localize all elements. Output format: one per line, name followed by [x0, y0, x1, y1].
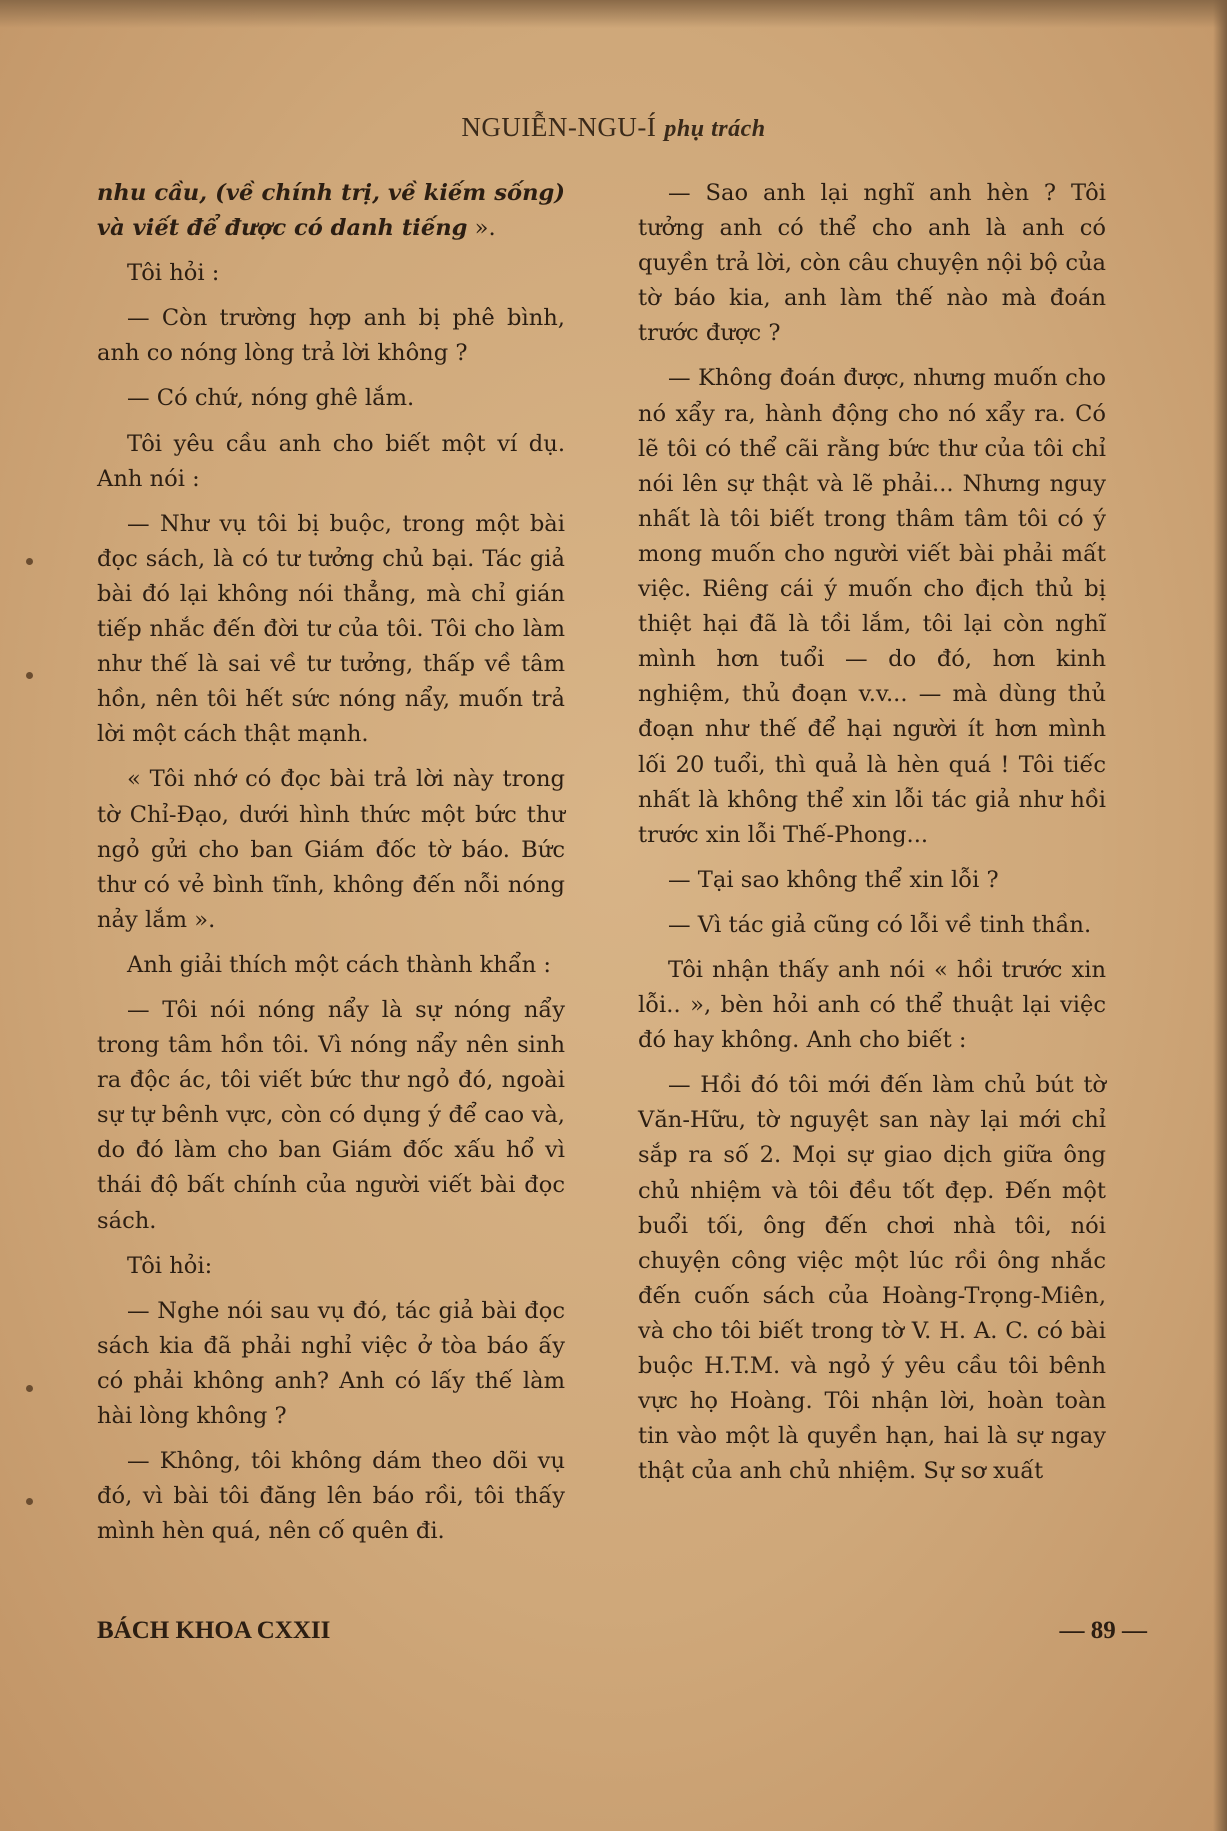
paragraph: — Hồi đó tôi mới đến làm chủ bút tờ Văn-Hữu, tờ nguyệt san này lại mới chỉ sắp ra số 2. Mọi sự giao dịch giữa ông chủ nhiệm và tôi đều tốt đẹp. Đến một buổi tối, ông đến chơi nhà tôi, nói chuyện công việc một lúc rồi ông nhắc đến cuốn sách của Hoàng-Trọng-Miên, và cho tôi biết trong tờ V. H. A. C. có bài buộc H.T.M. và ngỏ ý yêu cầu tôi bênh vực họ Hoàng. Tôi nhận lời, hoàn toàn tin vào một là quyền hạn, hai là sự ngay thật của anh chủ nhiệm. Sự sơ xuất — [638, 1072, 1106, 1485]
paragraph: — Vì tác giả cũng có lỗi về tinh thần. — [668, 911, 1092, 938]
paragraph: Tôi yêu cầu anh cho biết một ví dụ. Anh nói : — [97, 430, 565, 492]
binding-hole — [26, 1498, 33, 1505]
paragraph: « Tôi nhớ có đọc bài trả lời này trong tờ Chỉ-Đạo, dưới hình thức một bức thư ngỏ gửi cho ban Giám đốc tờ báo. Bức thư có vẻ bình tĩnh, không đến nỗi nóng nảy lắm ». — [97, 766, 565, 933]
publication-name: BÁCH KHOA CXXII — [97, 1617, 331, 1644]
paragraph: — Tại sao không thể xin lỗi ? — [668, 866, 999, 893]
binding-hole — [26, 672, 33, 679]
column-title: NGUIỄN-NGU-Í — [461, 112, 657, 142]
column-subtitle: phụ trách — [664, 116, 766, 142]
page-shadow-top — [0, 0, 1227, 28]
page-number: — 89 — — [1059, 1617, 1147, 1644]
running-header — [0, 112, 1227, 143]
paragraph: — Nghe nói sau vụ đó, tác giả bài đọc sách kia đã phải nghỉ việc ở tòa báo ấy có phải không anh? Anh có lấy thế làm hài lòng không ? — [97, 1297, 565, 1429]
paragraph: Tôi hỏi : — [127, 260, 220, 287]
paragraph: — Không đoán được, nhưng muốn cho nó xẩy ra, hành động cho nó xẩy ra. Có lẽ tôi có thể cãi rằng bức thư của tôi chỉ nói lên sự thật và lẽ phải... Nhưng nguy nhất là tôi biết trong thâm tâm tôi có ý mong muốn cho người viết bài phải mất việc. Riêng cái ý muốn cho địch thủ bị thiệt hại đã là tồi lắm, tôi lại còn nghĩ mình hơn tuổi — do đó, hơn kinh nghiệm, thủ đoạn v.v... — mà dùng thủ đoạn như thế để hại người ít hơn mình lối 20 tuổi, thì quả là hèn quá ! Tôi tiếc nhất là không thể xin lỗi tác giả như hồi trước xin lỗi Thế-Phong... — [638, 365, 1106, 848]
paragraph: — Còn trường hợp anh bị phê bình, anh co nóng lòng trả lời không ? — [97, 305, 565, 367]
paragraph: Anh giải thích một cách thành khẩn : — [127, 951, 552, 978]
paragraph — [97, 176, 565, 246]
paragraph: — Tôi nói nóng nẩy là sự nóng nẩy trong tâm hồn tôi. Vì nóng nẩy nên sinh ra độc ác, tôi viết bức thư ngỏ đó, ngoài sự tự bênh vực, còn có dụng ý để cao và, do đó làm cho ban Giám đốc xấu hổ vì thái độ bất chính của người viết bài đọc sách. — [97, 996, 565, 1234]
paragraph: — Như vụ tôi bị buộc, trong một bài đọc sách, là có tư tưởng chủ bại. Tác giả bài đó lại không nói thẳng, mà chỉ gián tiếp nhắc đến đời tư của tôi. Tôi cho làm như thế là sai về tư tưởng, thấp về tâm hồn, nên tôi hết sức nóng nẩy, muốn trả lời một cách thật mạnh. — [97, 510, 565, 748]
paragraph: Tôi hỏi: — [127, 1252, 213, 1279]
paragraph-text: ». — [474, 215, 496, 242]
binding-hole — [26, 1385, 33, 1392]
page-shadow-right — [1213, 0, 1227, 1831]
paragraph: — Sao anh lại nghĩ anh hèn ? Tôi tưởng anh có thể cho anh là anh có quyền trả lời, còn câu chuyện nội bộ của tờ báo kia, anh làm thế nào mà đoán trước được ? — [638, 180, 1106, 347]
paragraph: — Có chứ, nóng ghê lắm. — [127, 385, 415, 412]
right-column — [638, 176, 1106, 1499]
left-column — [97, 176, 565, 1559]
binding-hole — [26, 558, 33, 565]
paragraph: Tôi nhận thấy anh nói « hồi trước xin lỗi.. », bèn hỏi anh có thể thuật lại việc đó hay không. Anh cho biết : — [638, 956, 1106, 1054]
paragraph: — Không, tôi không dám theo dõi vụ đó, vì bài tôi đăng lên báo rồi, tôi thấy mình hèn quá, nên cố quên đi. — [97, 1448, 565, 1545]
italic-lead: nhu cầu, (về chính trị, về kiếm sống) và viết để được có danh tiếng — [97, 180, 565, 242]
